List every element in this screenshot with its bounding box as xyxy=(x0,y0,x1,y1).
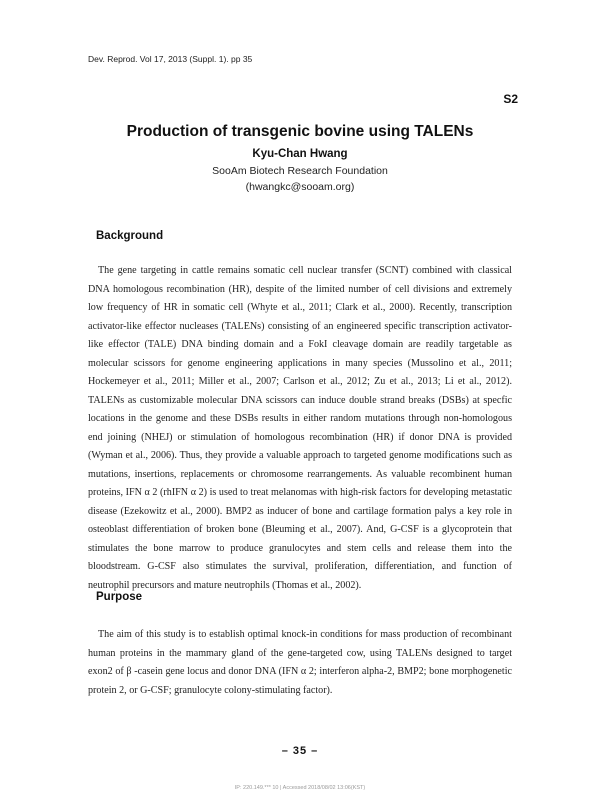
article-title: Production of transgenic bovine using TALENs xyxy=(126,123,474,140)
journal-reference: Dev. Reprod. Vol 17, 2013 (Suppl. 1). pp 35 xyxy=(88,54,253,64)
affiliation: SooAm Biotech Research Foundation xyxy=(212,165,388,177)
background-heading: Background xyxy=(96,230,164,242)
access-watermark: IP: 220.149.*** 10 | Accessed 2018/08/02 13:06(KST) xyxy=(234,785,366,791)
author-email: (hwangkc@sooam.org) xyxy=(245,181,355,193)
section-code: S2 xyxy=(503,92,518,106)
author-name: Kyu-Chan Hwang xyxy=(252,148,348,160)
purpose-heading: Purpose xyxy=(96,591,143,603)
purpose-paragraph: The aim of this study is to establish optimal knock-in conditions for mass production of recombinant human proteins in the mammary gland of the gene-targeted cow, using TALENs designed to target exon2 of β -casein gene locus and donor DNA (IFN α 2; interferon alpha-2, BMP2; bone morphogenetic protein 2, or G-CSF; granulocyte colony-stimulating factor). xyxy=(88,629,512,696)
page-number: – 35 – xyxy=(281,745,319,757)
background-paragraph: The gene targeting in cattle remains somatic cell nuclear transfer (SCNT) combined with classical DNA homologous recombination (HR), despite of the limited number of cell divisions and extremely low frequency of HR in somatic cell (Whyte et al., 2011; Clark et al., 2000). Recently, transcription activator-like effector nucleases (TALENs) consisting of an engineered specific transcription activator-like effector (TALE) DNA binding domain and a FokI cleavage domain are readily targetable as molecular scissors for genome engineering applications in many species (Mussolino et al., 2011; Hockemeyer et al., 2011; Miller et al., 2007; Carlson et al., 2012; Zu et al., 2013; Li et al., 2012). TALENs as customizable molecular DNA scissors can induce double strand breaks (DSBs) at specfic locations in the genome and these DSBs results in either random mutations through non-homologous end joining (NHEJ) or stimulation of homologous recombination (HR) if donor DNA is provided (Wyman et al., 2006). Thus, they provide a valuable approach to targeted genome modifications such as mutations, insertions, replacements or chromosome rearrangements. As valuable recombinent human proteins, IFN α 2 (rhIFN α 2) is used to treat melanomas with high-risk factors for developing metastatic disease (Ezekowitz et al., 2000). BMP2 as inducer of bone and cartilage formation palys a key role in osteoblast differentiation of broken bone (Bleuming et al., 2007). And, G-CSF is a glycoprotein that stimulates the bone marrow to produce granulocytes and stem cells and release them into the bloodstream. G-CSF also stimulates the survival, proliferation, differentiation, and function of neutrophil precursors and mature neutrophils (Thomas et al., 2002). xyxy=(88,265,512,591)
